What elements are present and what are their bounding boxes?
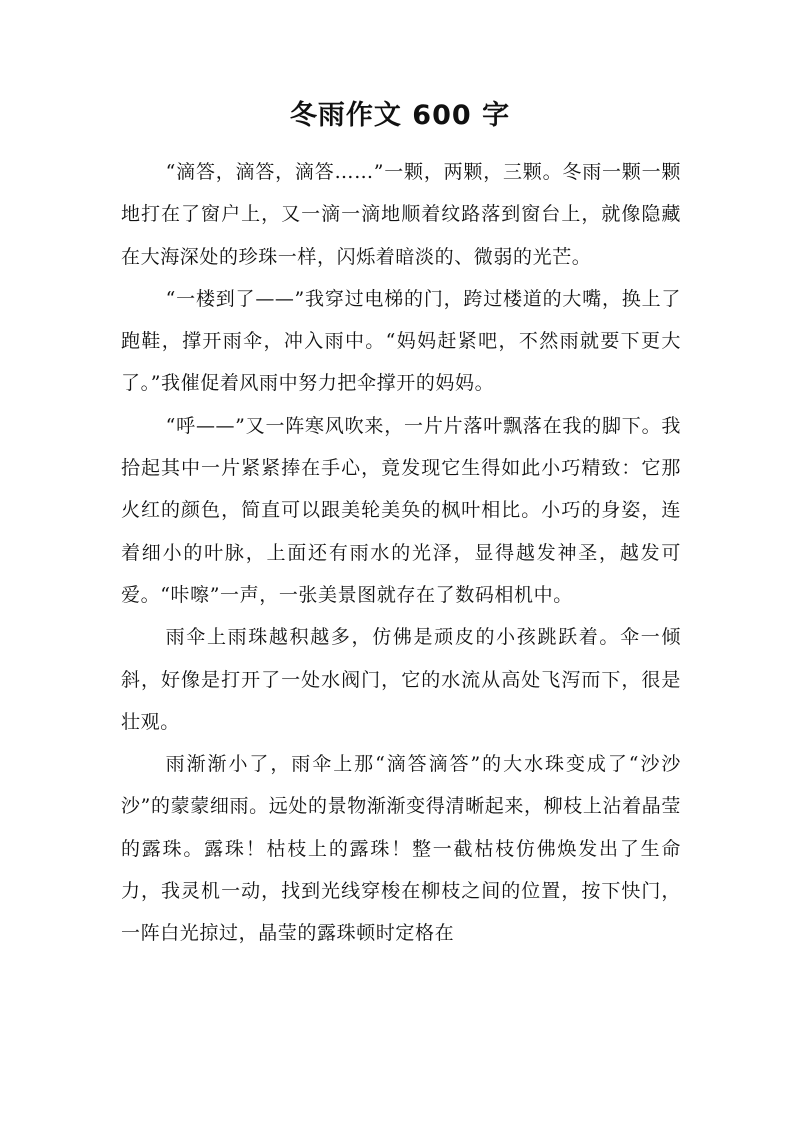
- document-title: 冬雨作文 600 字: [289, 100, 511, 131]
- paragraph-3: “呼——”又一阵寒风吹来，一片片落叶飘落在我的脚下。我拾起其中一片紧紧捧在手心，竟发现它生得如此小巧精致：它那火红的颜色，简直可以跟美轮美奂的枫叶相比。小巧的身姿，连着细小的叶脉，上面还有雨水的光泽，显得越发神圣，越发可爱。“咔嚓”一声，一张美景图就存在了数码相机中。: [121, 414, 681, 606]
- paragraph-4: 雨伞上雨珠越积越多，仿佛是顽皮的小孩跳跃着。伞一倾斜，好像是打开了一处水阀门，它的水流从高处飞泻而下，很是壮观。: [121, 626, 681, 733]
- document-body: [121, 151, 681, 955]
- paragraph-5: 雨渐渐小了，雨伞上那“滴答滴答”的大水珠变成了“沙沙沙”的蒙蒙细雨。远处的景物渐渐变得清晰起来，柳枝上沾着晶莹的露珠。露珠！枯枝上的露珠！整一截枯枝仿佛焕发出了生命力，我灵机一动，找到光线穿梭在柳枝之间的位置，按下快门，一阵白光掠过，晶莹的露珠顿时定格在: [121, 753, 681, 945]
- paragraph-1: “滴答，滴答，滴答……”一颗，两颗，三颗。冬雨一颗一颗地打在了窗户上，又一滴一滴地顺着纹路落到窗台上，就像隐藏在大海深处的珍珠一样，闪烁着暗淡的、微弱的光芒。: [121, 161, 681, 268]
- paragraph-2: “一楼到了——”我穿过电梯的门，跨过楼道的大嘴，换上了跑鞋，撑开雨伞，冲入雨中。“妈妈赶紧吧，不然雨就要下更大了。”我催促着风雨中努力把伞撑开的妈妈。: [121, 287, 681, 395]
